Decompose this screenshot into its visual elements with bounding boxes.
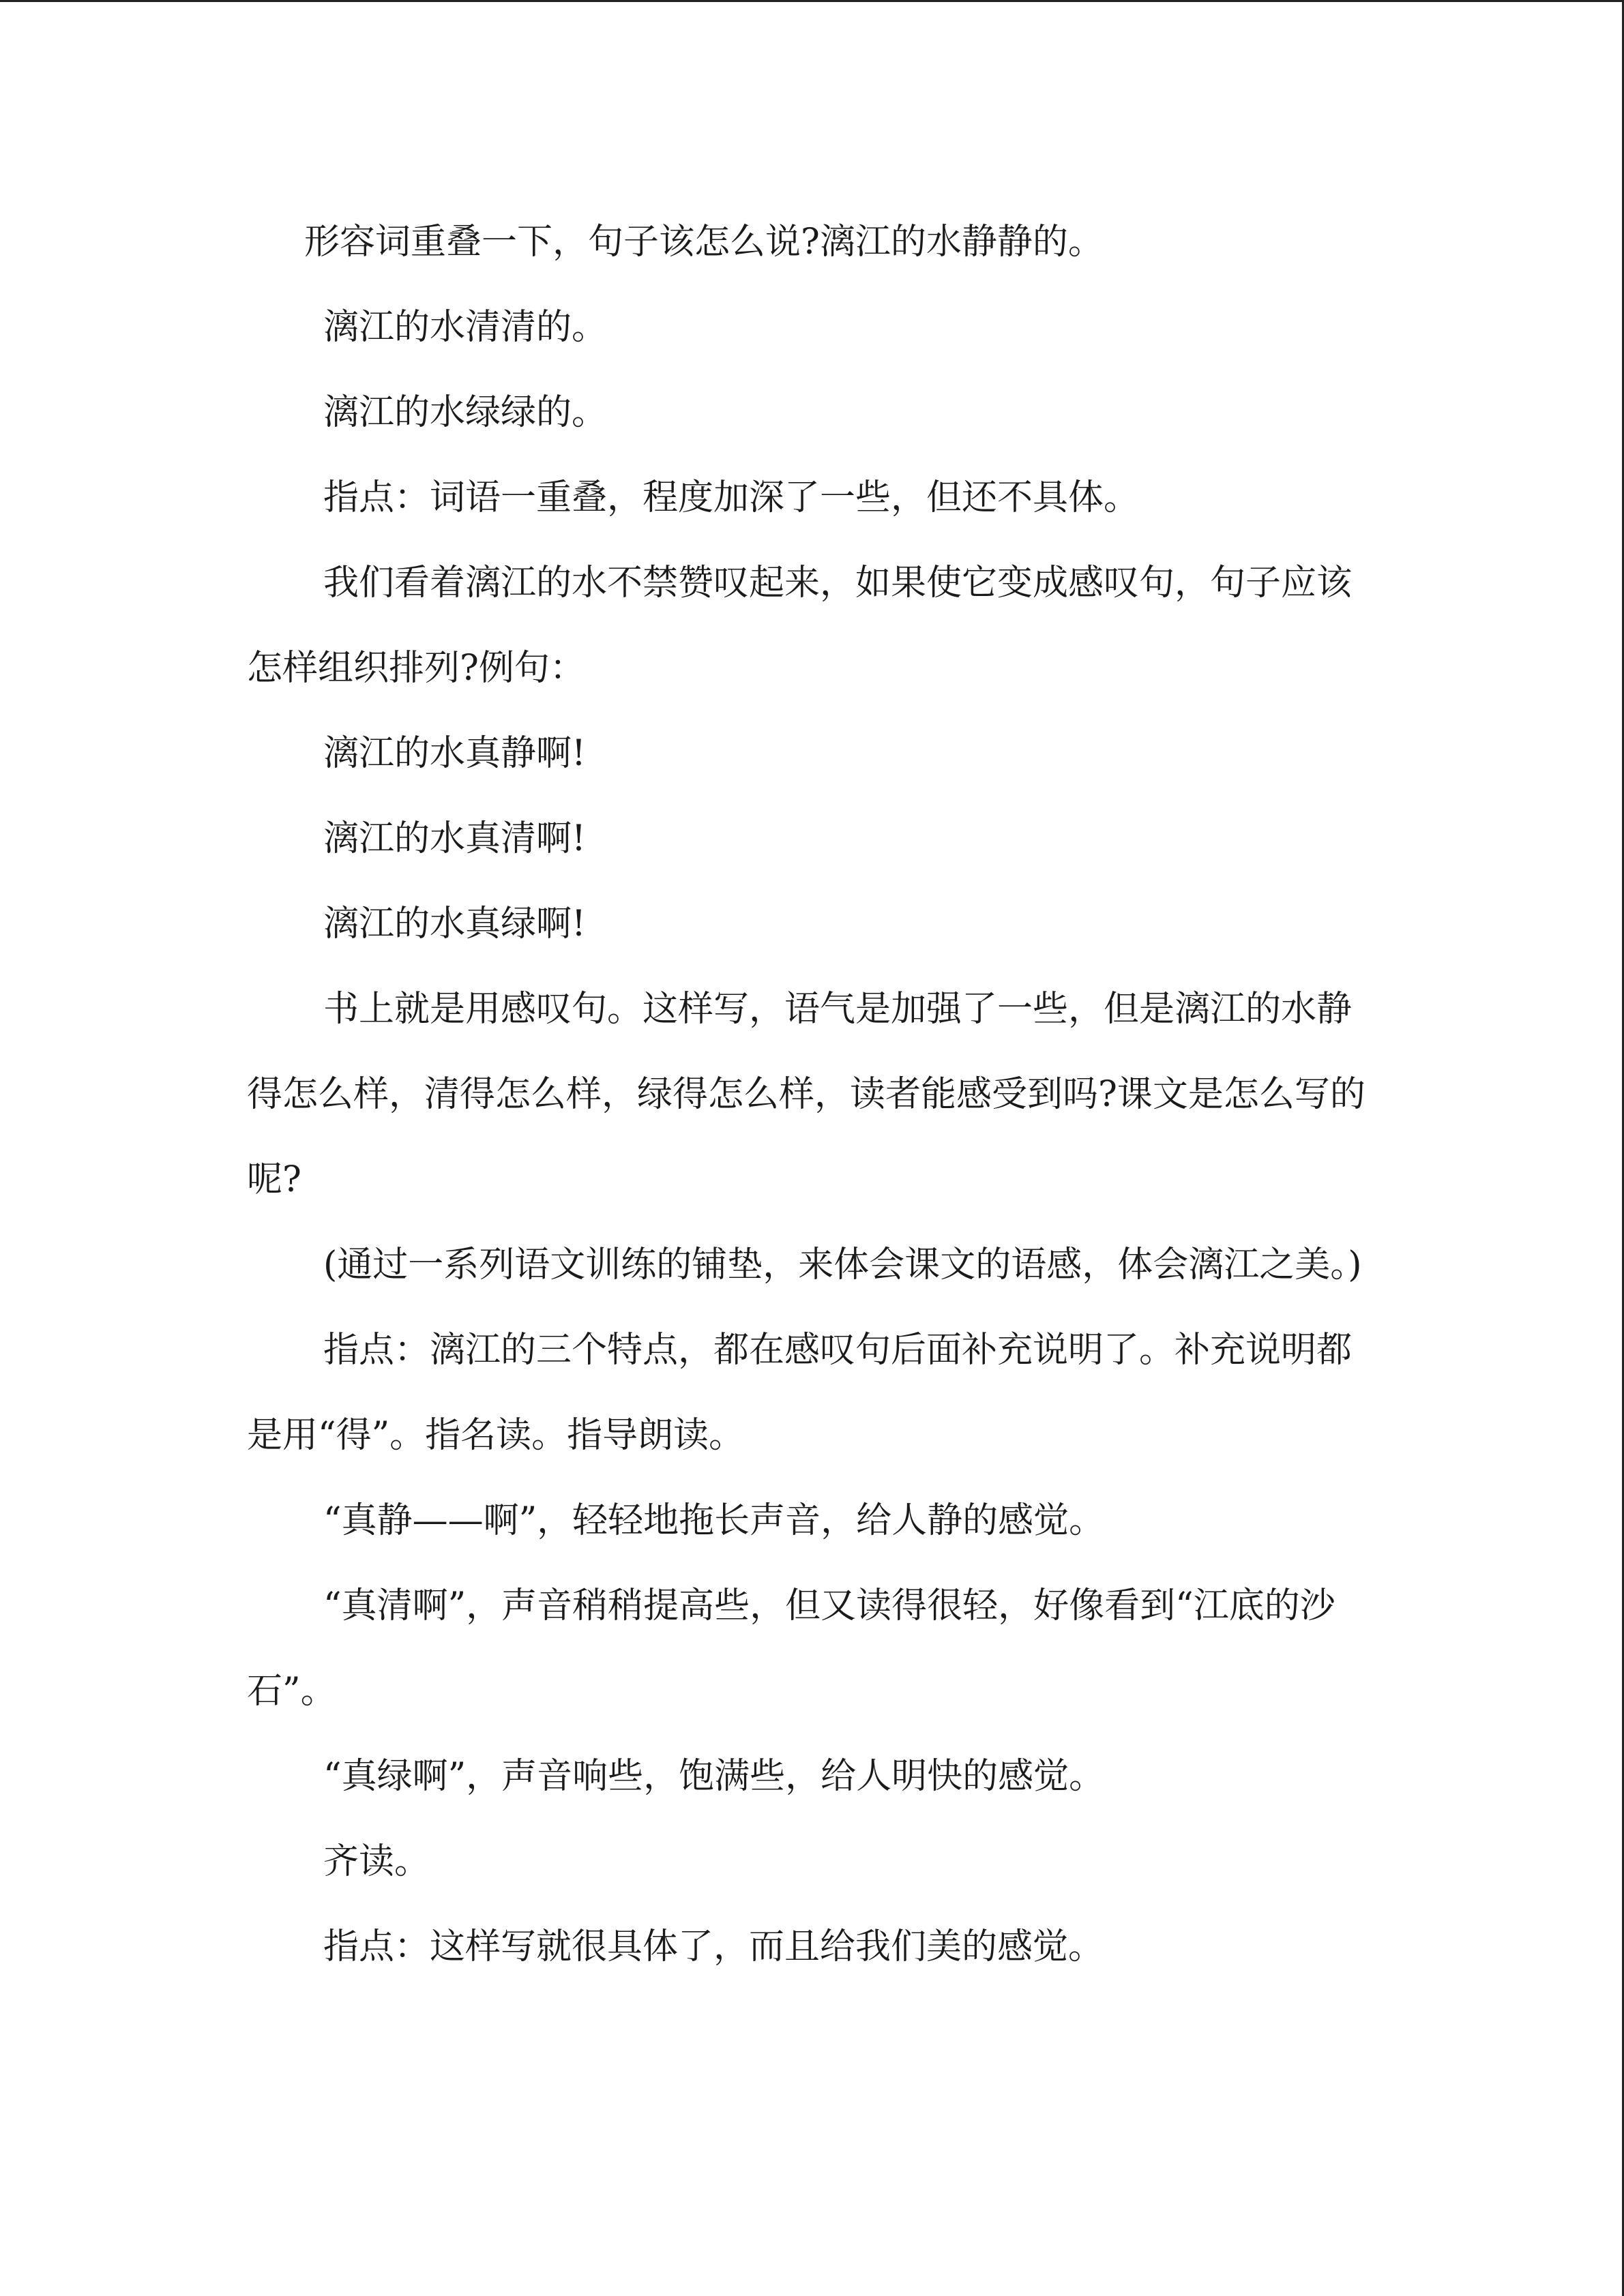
paragraph: “真静——啊”，轻轻地拖长声音，给人静的感觉。 [323,1500,1105,1541]
paragraph: 书上就是用感叹句。这样写，语气是加强了一些，但是漓江的水静得怎么样，清得怎么样，绿得怎么样，读者能感受到吗?课文是怎么写的呢? [247,989,1365,1200]
paragraph: (通过一系列语文训练的铺垫，来体会课文的语感，体会漓江之美。) [323,1244,1362,1285]
paragraph: 齐读。 [323,1841,430,1882]
paragraph: “真清啊”，声音稍稍提高些，但又读得很轻，好像看到“江底的沙石”。 [247,1585,1335,1712]
paragraph: “真绿啊”，声音响些，饱满些，给人明快的感觉。 [323,1756,1105,1797]
paragraph: 漓江的水清清的。 [323,307,608,348]
paragraph: 漓江的水真清啊! [323,818,586,859]
paragraph: 漓江的水绿绿的。 [323,392,608,433]
paragraph: 我们看着漓江的水不禁赞叹起来，如果使它变成感叹句，句子应该怎样组织排列?例句： [247,563,1353,689]
paragraph: 漓江的水真静啊! [323,733,586,774]
paragraph: 漓江的水真绿啊! [323,904,586,944]
paragraph: 指点：漓江的三个特点，都在感叹句后面补充说明了。补充说明都是用“得”。指名读。指导朗读。 [247,1330,1353,1456]
paragraph: 指点：词语一重叠，程度加深了一些，但还不具体。 [323,477,1140,518]
paragraph: 形容词重叠一下，句子该怎么说?漓江的水静静的。 [304,222,1104,263]
document-body [247,200,1379,1990]
paragraph: 指点：这样写就很具体了，而且给我们美的感觉。 [323,1926,1104,1967]
